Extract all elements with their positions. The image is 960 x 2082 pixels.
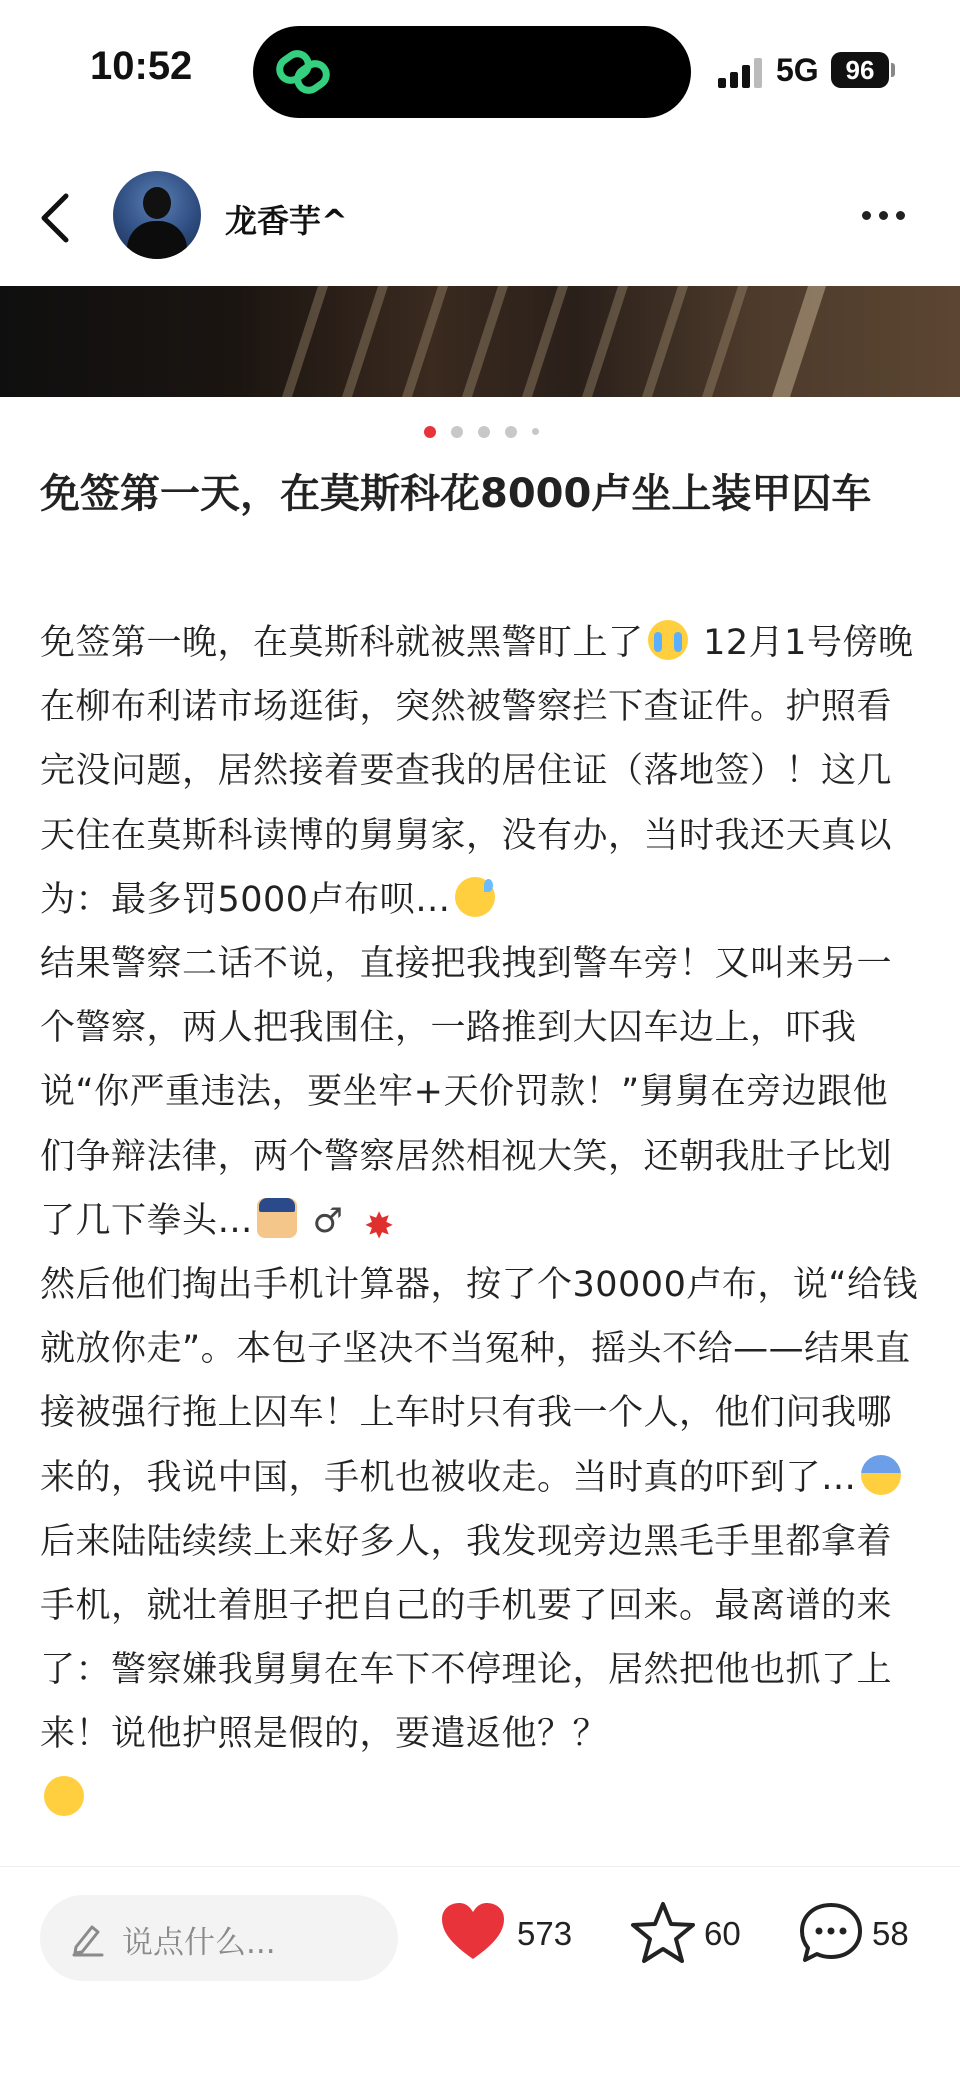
heart-icon [440, 1901, 506, 1963]
comment-input[interactable] [40, 1895, 398, 1981]
carousel-dot [451, 426, 463, 438]
post-body [40, 611, 920, 1831]
more-options-icon[interactable] [862, 205, 916, 219]
sweat-smile-icon [455, 877, 495, 917]
post-paragraph: 后来陆陆续续上来好多人，我发现旁边黑毛手里都拿着手机，就壮着胆子把自己的手机要了回来。最离谱的来了：警察嫌我舅舅在车下不停理论，居然把他也抓了上来！说他护照是假的，要遣返他？？ [40, 1510, 920, 1831]
carousel-indicator [424, 421, 549, 435]
police-officer-icon [257, 1198, 297, 1238]
post-paragraph: 结果警察二话不说，直接把我拽到警车旁！又叫来另一个警察，两人把我围住，一路推到大囚车边上，吓我说“你严重违法，要坐牢+天价罚款！”舅舅在旁边跟他们争辩法律，两个警察居然相视大笑，还朝我肚子比划了几下拳头… ♂ ✸ [40, 944, 893, 1247]
comment-count: 58 [872, 1915, 909, 1952]
carousel-dot [505, 426, 517, 438]
post-header [0, 160, 960, 270]
favorite-count: 60 [704, 1915, 741, 1952]
crying-face-icon [648, 620, 688, 660]
pencil-icon [70, 1919, 106, 1957]
comment-bubble-icon [798, 1901, 864, 1965]
like-button[interactable] [440, 1901, 590, 1971]
status-time: 10:52 [90, 44, 193, 88]
like-count: 573 [517, 1915, 573, 1952]
carousel-dot [532, 428, 539, 435]
comment-button[interactable] [798, 1901, 928, 1971]
favorite-button[interactable] [630, 1901, 760, 1971]
status-bar [0, 0, 960, 140]
battery-icon: 96 [831, 52, 889, 88]
male-sign-icon: ♂ [312, 1200, 344, 1241]
network-type: 5G [776, 52, 819, 88]
post-image[interactable] [0, 286, 960, 397]
bottom-action-bar [0, 1866, 960, 2082]
comment-placeholder: 说点什么... [122, 1925, 276, 1961]
carousel-dot [424, 426, 436, 438]
username[interactable]: 龙香芋^ [225, 202, 348, 240]
link-app-icon [273, 42, 333, 102]
signal-icon [718, 58, 764, 88]
back-arrow-icon[interactable] [36, 190, 76, 246]
avatar[interactable] [113, 171, 201, 259]
battery-tip [891, 63, 895, 77]
fearful-face-icon [861, 1455, 901, 1495]
anger-symbol-icon: ✸ [363, 1205, 395, 1247]
star-icon [630, 1901, 696, 1965]
post-paragraph: 免签第一晚，在莫斯科就被黑警盯上了 12月1号傍晚在柳布利诺市场逛街，突然被警察拦下查证件。护照看完没问题，居然接着要查我的居住证（落地签）！这几天住在莫斯科读博的舅舅家，没有办，当时我还天真以为：最多罚5000卢布呗… [40, 611, 920, 932]
post-paragraph: 然后他们掏出手机计算器，按了个30000卢布，说“给钱就放你走”。本包子坚决不当冤种，摇头不给——结果直接被强行拖上囚车！上车时只有我一个人，他们问我哪来的，我说中国，手机也被收走。当时真的吓到了… [40, 1265, 918, 1498]
dynamic-island [253, 26, 691, 118]
carousel-dot [478, 426, 490, 438]
huffing-face-icon [44, 1776, 84, 1816]
post-title: 免签第一天，在莫斯科花8000卢坐上装甲囚车 [40, 471, 872, 517]
